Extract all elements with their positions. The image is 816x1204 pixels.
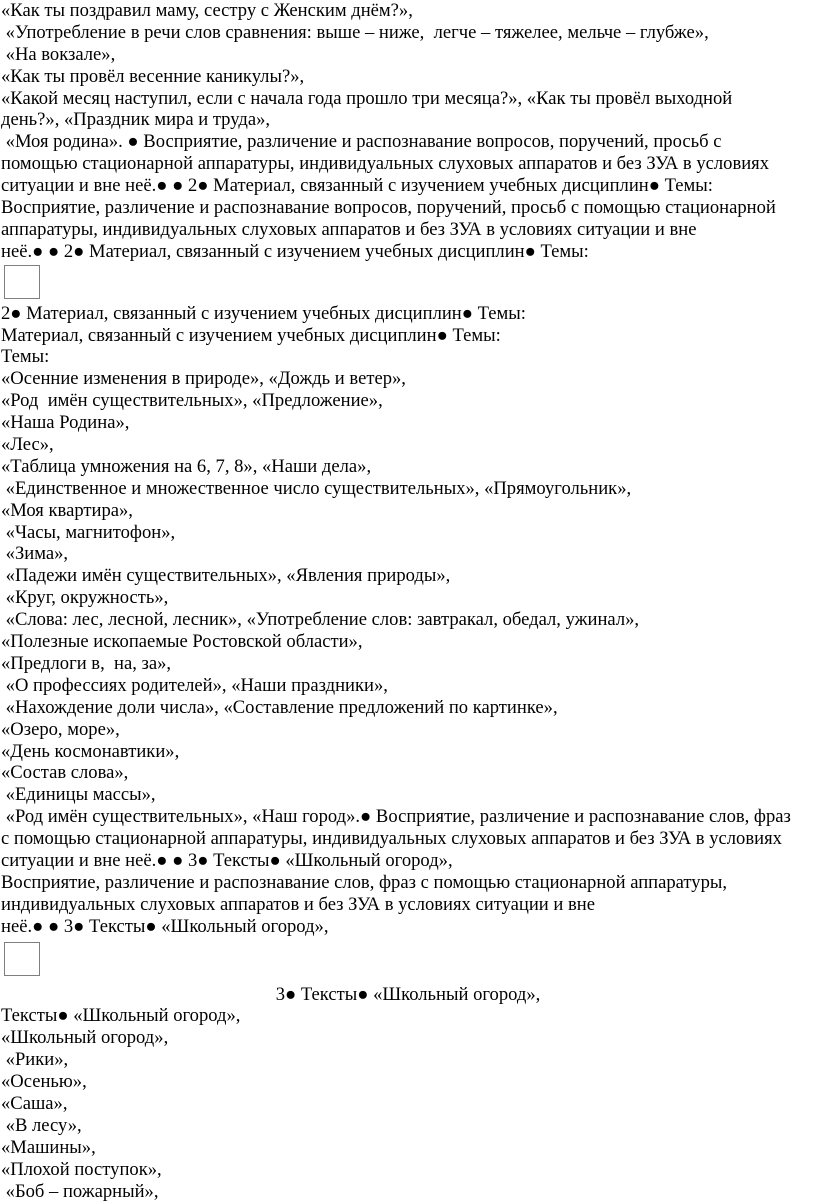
- text-line: неё.● ● 2● Материал, связанный с изучением учебных дисциплин● Темы:: [1, 240, 589, 262]
- text-line: «Школьный огород»,: [1, 1027, 169, 1049]
- text-line: Восприятие, различение и распознавание вопросов, поручений, просьб с помощью стационарной: [1, 197, 776, 219]
- text-line: «Осенью»,: [1, 1071, 87, 1093]
- text-line: «Боб – пожарный»,: [1, 1180, 159, 1202]
- text-line: «О профессиях родителей», «Наши праздники»,: [1, 674, 388, 696]
- text-line: «Зима»,: [1, 543, 69, 565]
- text-line: Тексты● «Школьный огород»,: [1, 1005, 241, 1027]
- text-line: «Полезные ископаемые Ростовской области»,: [1, 631, 363, 653]
- text-line: неё.● ● 3● Тексты● «Школьный огород»,: [1, 915, 329, 937]
- text-line: «Употребление в речи слов сравнения: выше – ниже, легче – тяжелее, мельче – глубже»,: [1, 21, 709, 43]
- text-line: индивидуальных слуховых аппаратов и без ЗУА в условиях ситуации и вне: [1, 893, 595, 915]
- centered-heading-line: 3● Тексты● «Школьный огород»,: [275, 983, 541, 1005]
- text-line: «Нахождение доли числа», «Составление предложений по картинке»,: [1, 696, 558, 718]
- text-block-b: [1, 303, 815, 938]
- text-line: «Род имён существительных», «Наш город».● Восприятие, различение и распознавание слов, фраз: [1, 806, 791, 828]
- text-line: ситуации и вне неё.● ● 2● Материал, связанный с изучением учебных дисциплин● Темы:: [1, 175, 713, 197]
- text-line: ситуации и вне неё.● ● 3● Тексты● «Школьный огород»,: [1, 849, 453, 871]
- empty-cell-box: [4, 942, 40, 976]
- text-line: «Лес»,: [1, 434, 54, 456]
- text-block-a: [1, 0, 815, 263]
- text-line: «Единицы массы»,: [1, 784, 156, 806]
- text-line: аппаратуры, индивидуальных слуховых аппаратов и без ЗУА в условиях ситуации и вне: [1, 218, 697, 240]
- text-line: Восприятие, различение и распознавание слов, фраз с помощью стационарной аппаратуры,: [1, 871, 728, 893]
- text-block-c: [1, 1005, 815, 1202]
- text-line: «Моя родина». ● Восприятие, различение и распознавание вопросов, поручений, просьб с: [1, 131, 722, 153]
- text-line: «Наша Родина»,: [1, 412, 130, 434]
- text-line: 2● Материал, связанный с изучением учебных дисциплин● Темы:: [1, 302, 526, 324]
- text-line: «Саша»,: [1, 1092, 68, 1114]
- text-line: «Таблица умножения на 6, 7, 8», «Наши дела»,: [1, 455, 372, 477]
- text-line: помощью стационарной аппаратуры, индивидуальных слуховых аппаратов и без ЗУА в условиях: [1, 153, 770, 175]
- text-line: «Какой месяц наступил, если с начала года прошло три месяца?», «Как ты провёл выходной: [1, 87, 733, 109]
- text-line: «Падежи имён существительных», «Явления природы»,: [1, 565, 451, 587]
- text-line: «Предлоги в, на, за»,: [1, 652, 172, 674]
- text-line: «Плохой поступок»,: [1, 1158, 162, 1180]
- text-line: «Моя квартира»,: [1, 499, 133, 521]
- text-line: «Часы, магнитофон»,: [1, 521, 176, 543]
- empty-cell-box: [4, 265, 40, 299]
- text-line: «Рики»,: [1, 1049, 69, 1071]
- text-line: день?», «Праздник мира и труда»,: [1, 109, 271, 131]
- text-line: «День космонавтики»,: [1, 740, 180, 762]
- text-line: «Как ты провёл весенние каникулы?»,: [1, 65, 305, 87]
- document-body: [1, 0, 815, 1202]
- text-line: «Как ты поздравил маму, сестру с Женским днём?»,: [1, 0, 413, 21]
- text-line: «Осенние изменения в природе», «Дождь и ветер»,: [1, 368, 406, 390]
- text-line: «Круг, окружность»,: [1, 587, 169, 609]
- text-line: «Состав слова»,: [1, 762, 129, 784]
- text-line: «На вокзале»,: [1, 43, 116, 65]
- text-line: Материал, связанный с изучением учебных дисциплин● Темы:: [1, 324, 501, 346]
- text-line: «Род имён существительных», «Предложение»,: [1, 390, 383, 412]
- text-line: «Слова: лес, лесной, лесник», «Употребление слов: завтракал, обедал, ужинал»,: [1, 609, 640, 631]
- text-line: с помощью стационарной аппаратуры, индивидуальных слуховых аппаратов и без ЗУА в условиях: [1, 828, 782, 850]
- text-line: «Единственное и множественное число существительных», «Прямоугольник»,: [1, 477, 632, 499]
- text-line: «В лесу»,: [1, 1114, 82, 1136]
- text-line: Темы:: [1, 346, 50, 368]
- text-line: «Машины»,: [1, 1136, 96, 1158]
- text-line: «Озеро, море»,: [1, 718, 120, 740]
